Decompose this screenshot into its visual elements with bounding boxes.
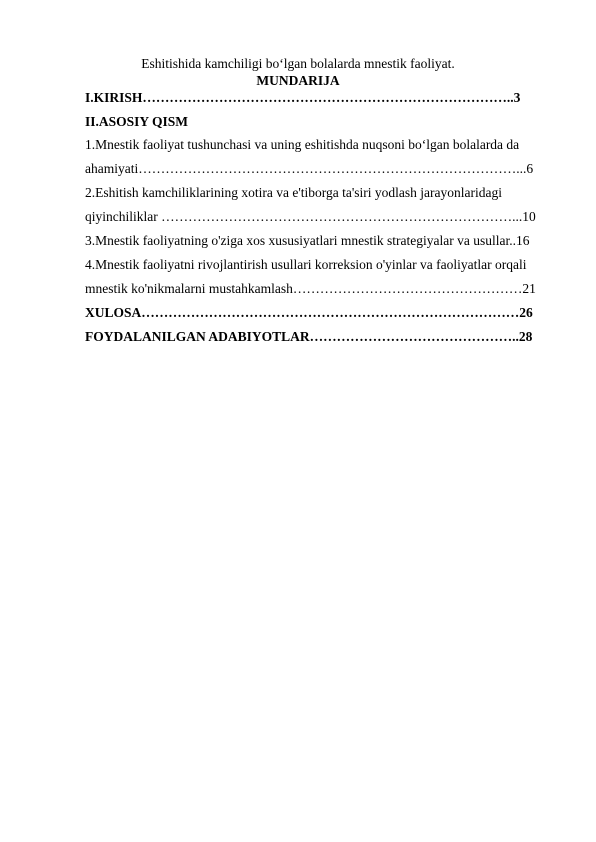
toc-entry-xulosa: XULOSA…………………………………………………………………………26: [85, 305, 533, 320]
toc-entry-2-line1: 2.Eshitish kamchiliklarining xotira va e'tiborga ta'siri yodlash jarayonlaridagi: [85, 185, 503, 200]
toc-entry-1-line1: 1.Mnestik faoliyat tushunchasi va uning eshitishda nuqsoni bo‘lgan bolalarda da: [85, 137, 520, 152]
toc-entry-4-line2: mnestik ko'nikmalarni mustahkamlash……………………………………………21: [85, 281, 536, 296]
toc-entry-kirish: I.KIRISH………………………………………………………………………..3: [85, 90, 521, 105]
toc-entry-3: 3.Mnestik faoliyatning o'ziga xos xususiyatlari mnestik strategiyalar va usullar..16: [85, 233, 530, 248]
toc-entry-adabiyotlar: FOYDALANILGAN ADABIYOTLAR………………………………………..28: [85, 329, 533, 344]
toc-entry-asosiy-qism: II.ASOSIY QISM: [85, 114, 189, 129]
toc-heading: MUNDARIJA: [256, 73, 340, 88]
toc-entry-1-line2: ahamiyati…………………………………………………………………………...6: [85, 161, 534, 176]
toc-entry-4-line1: 4.Mnestik faoliyatni rivojlantirish usullari korreksion o'yinlar va faoliyatlar orqali: [85, 257, 527, 272]
toc-entry-2-line2: qiyinchiliklar ……………………………………………………………………...10: [85, 209, 536, 224]
document-title: Eshitishida kamchiligi bo‘lgan bolalarda mnestik faoliyat.: [141, 56, 455, 71]
